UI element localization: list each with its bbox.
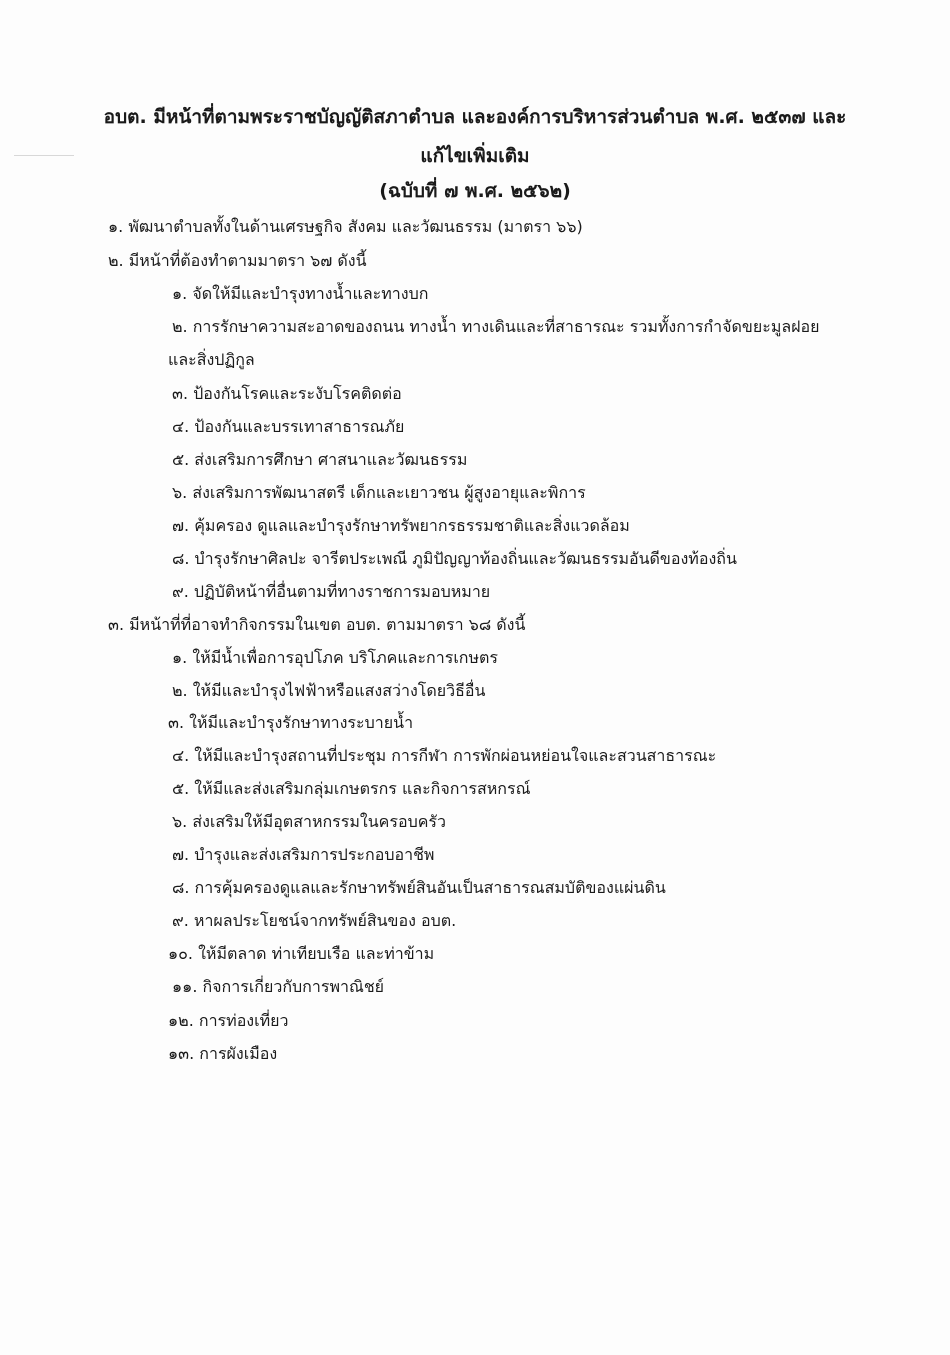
section-2-item: ๒. การรักษาความสะอาดของถนน ทางน้ำ ทางเดินและที่สาธารณะ รวมทั้งการกำจัดขยะมูลฝอย xyxy=(172,317,820,336)
section-2-item: ๕. ส่งเสริมการศึกษา ศาสนาและวัฒนธรรม xyxy=(172,450,468,469)
section-3-item: ๒. ให้มีและบำรุงไฟฟ้าหรือแสงสว่างโดยวิธีอื่น xyxy=(172,681,486,700)
section-2-item: ๗. คุ้มครอง ดูแลและบำรุงรักษาทรัพยากรธรรมชาติและสิ่งแวดล้อม xyxy=(172,516,630,535)
section-2-item: ๖. ส่งเสริมการพัฒนาสตรี เด็กและเยาวชน ผู้สูงอายุและพิการ xyxy=(172,483,586,502)
section-1: ๑. พัฒนาตำบลทั้งในด้านเศรษฐกิจ สังคม และวัฒนธรรม (มาตรา ๖๖) xyxy=(108,217,583,236)
section-3-item: ๑๓. การผังเมือง xyxy=(168,1044,278,1063)
section-3-item: ๙. หาผลประโยชน์จากทรัพย์สินของ อบต. xyxy=(172,911,457,930)
document-title-line-3: (ฉบับที่ ๗ พ.ศ. ๒๕๖๒) xyxy=(379,180,571,202)
section-3-item: ๕. ให้มีและส่งเสริมกลุ่มเกษตรกร และกิจการสหกรณ์ xyxy=(172,779,531,798)
section-2-item-continuation: และสิ่งปฏิกูล xyxy=(168,350,255,369)
section-2-item: ๘. บำรุงรักษาศิลปะ จารีตประเพณี ภูมิปัญญาท้องถิ่นและวัฒนธรรมอันดีของท้องถิ่น xyxy=(172,549,737,568)
document-title-line-2: แก้ไขเพิ่มเติม xyxy=(420,145,530,167)
section-2-item: ๑. จัดให้มีและบำรุงทางน้ำและทางบก xyxy=(172,284,429,303)
section-2-item: ๙. ปฏิบัติหน้าที่อื่นตามที่ทางราชการมอบหมาย xyxy=(172,582,491,601)
section-2-item: ๔. ป้องกันและบรรเทาสาธารณภัย xyxy=(172,417,405,436)
section-3-item: ๓. ให้มีและบำรุงรักษาทางระบายน้ำ xyxy=(168,713,414,732)
section-2-heading: ๒. มีหน้าที่ต้องทำตามมาตรา ๖๗ ดังนี้ xyxy=(108,251,367,270)
section-3-item: ๔. ให้มีและบำรุงสถานที่ประชุม การกีฬา การพักผ่อนหย่อนใจและสวนสาธารณะ xyxy=(172,746,717,765)
section-3-heading: ๓. มีหน้าที่ที่อาจทำกิจกรรมในเขต อบต. ตามมาตรา ๖๘ ดังนี้ xyxy=(108,615,526,634)
section-3-item: ๘. การคุ้มครองดูแลและรักษาทรัพย์สินอันเป็นสาธารณสมบัติของแผ่นดิน xyxy=(172,878,666,897)
section-2-item: ๓. ป้องกันโรคและระงับโรคติดต่อ xyxy=(172,384,402,403)
section-3-item: ๑. ให้มีน้ำเพื่อการอุปโภค บริโภคและการเกษตร xyxy=(172,648,498,667)
section-3-item: ๖. ส่งเสริมให้มีอุตสาหกรรมในครอบครัว xyxy=(172,812,446,831)
section-3-item: ๗. บำรุงและส่งเสริมการประกอบอาชีพ xyxy=(172,845,435,864)
section-3-item: ๑๒. การท่องเที่ยว xyxy=(168,1011,289,1030)
section-3-item: ๑๑. กิจการเกี่ยวกับการพาณิชย์ xyxy=(172,977,385,996)
document-title-line-1: อบต. มีหน้าที่ตามพระราชบัญญัติสภาตำบล และองค์การบริหารส่วนตำบล พ.ศ. ๒๕๓๗ และ xyxy=(103,106,847,128)
section-3-item: ๑๐. ให้มีตลาด ท่าเทียบเรือ และท่าข้าม xyxy=(168,944,435,963)
